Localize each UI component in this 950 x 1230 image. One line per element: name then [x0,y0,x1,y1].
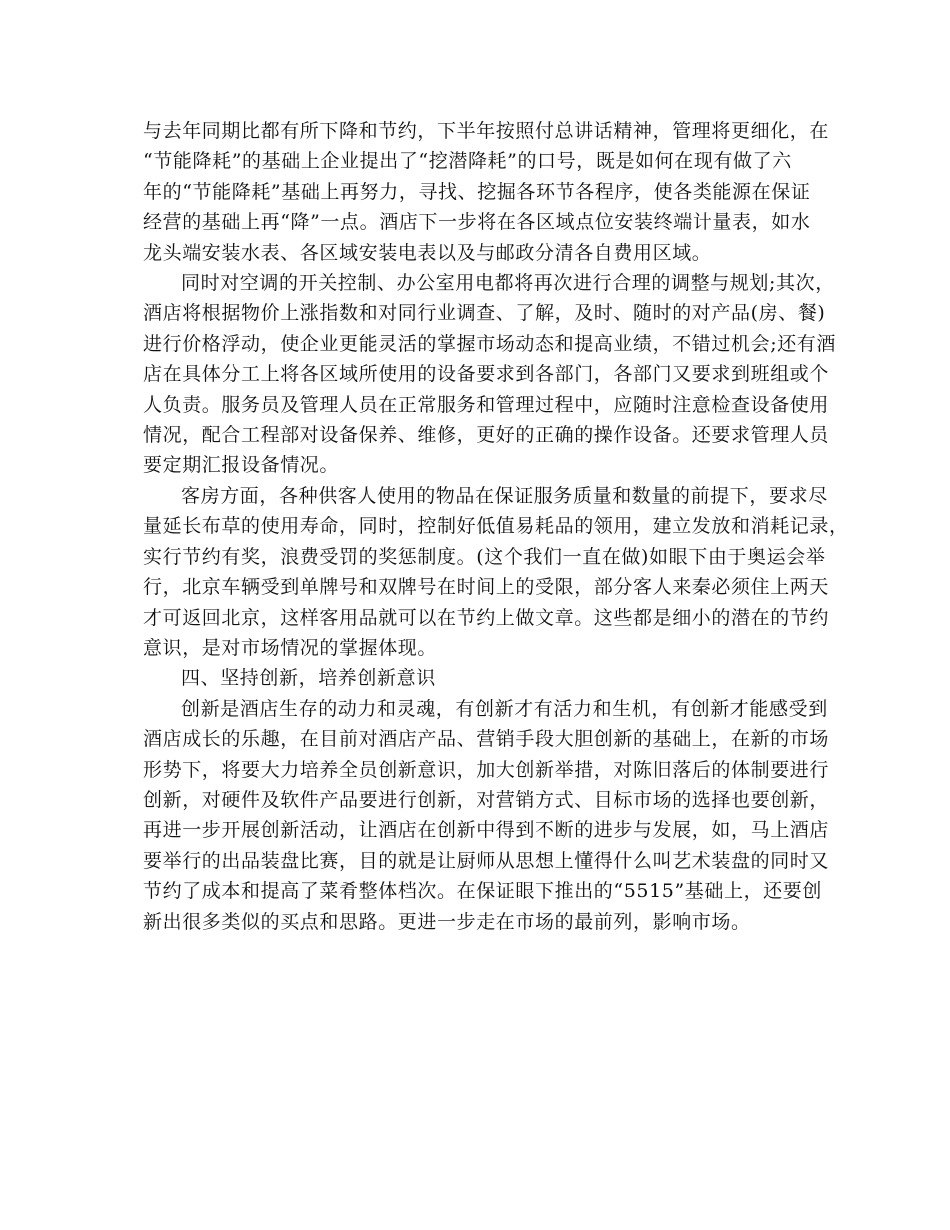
text-line: 行，北京车辆受到单牌号和双牌号在时间上的受限，部分客人来秦必须住上两天 [143,576,830,599]
paragraph-innovation [143,694,830,937]
text-line: 店在具体分工上将各区域所使用的设备要求到各部门，各部门又要求到班组或个 [143,363,830,386]
document-body [143,116,849,937]
paragraph-equipment-control [143,268,837,481]
text-line: 新出很多类似的买点和思路。更进一步走在市场的最前列，影响市场。 [143,910,751,933]
text-line: 实行节约有奖，浪费受罚的奖惩制度。(这个我们一直在做)如眼下由于奥运会举 [143,545,826,568]
text-line: 客房方面，各种供客人使用的物品在保证服务质量和数量的前提下，要求尽 [181,484,828,507]
text-line: 要举行的出品装盘比赛，目的就是让厨师从思想上懂得什么叫艺术装盘的同时又 [143,849,830,872]
text-line: 情况，配合工程部对设备保养、维修，更好的正确的操作设备。还要求管理人员 [143,424,830,447]
text-line: 进行价格浮动，使企业更能灵活的掌握市场动态和提高业绩，不错过机会;还有酒 [143,332,837,355]
text-line: 要定期汇报设备情况。 [143,454,340,477]
text-line: 同时对空调的开关控制、办公室用电都将再次进行合理的调整与规划;其次， [181,272,835,295]
section-heading [143,663,808,693]
text-line: 龙头端安装水表、各区域安装电表以及与邮政分清各自费用区域。 [143,241,712,264]
text-line: 量延长布草的使用寿命，同时，控制好低值易耗品的领用，建立发放和消耗记录， [143,515,849,538]
text-line: 与去年同期比都有所下降和节约，下半年按照付总讲话精神，管理将更细化，在 [143,120,830,142]
text-line: 形势下，将要大力培养全员创新意识，加大创新举措，对陈旧落后的体制要进行 [143,758,830,781]
text-line: 节约了成本和提高了菜肴整体档次。在保证眼下推出的“5515”基础上，还要创 [143,880,822,903]
text-line: 再进一步开展创新活动，让酒店在创新中得到不断的进步与发展，如，马上酒店 [143,819,830,842]
text-line: 人负责。服务员及管理人员在正常服务和管理过程中，应随时注意检查设备使用 [143,393,830,416]
section-heading-text: 四、坚持创新，培养创新意识 [181,667,436,690]
text-line: 创新是酒店生存的动力和灵魂，有创新才有活力和生机，有创新才能感受到 [181,697,828,720]
paragraph-energy-saving [143,116,830,268]
text-line: 酒店成长的乐趣，在目前对酒店产品、营销手段大胆创新的基础上，在新的市场 [143,728,830,751]
text-line: 意识，是对市场情况的掌握体现。 [143,636,438,659]
text-line: 才可返回北京，这样客用品就可以在节约上做文章。这些都是细小的潜在的节约 [143,606,830,629]
text-line: 创新，对硬件及软件产品要进行创新，对营销方式、目标市场的选择也要创新， [143,788,830,811]
paragraph-guest-rooms [143,481,849,663]
text-line: 年的“节能降耗”基础上再努力，寻找、挖掘各环节各程序，使各类能源在保证 [143,180,811,203]
text-line: 酒店将根据物价上涨指数和对同行业调查、了解，及时、随时的对产品(房、餐) [143,302,826,325]
text-line: “节能降耗”的基础上企业提出了“挖潜降耗”的口号，既是如何在现有做了六 [143,150,792,173]
text-line: 经营的基础上再“降”一点。酒店下一步将在各区域点位安装终端计量表，如水 [143,211,811,234]
